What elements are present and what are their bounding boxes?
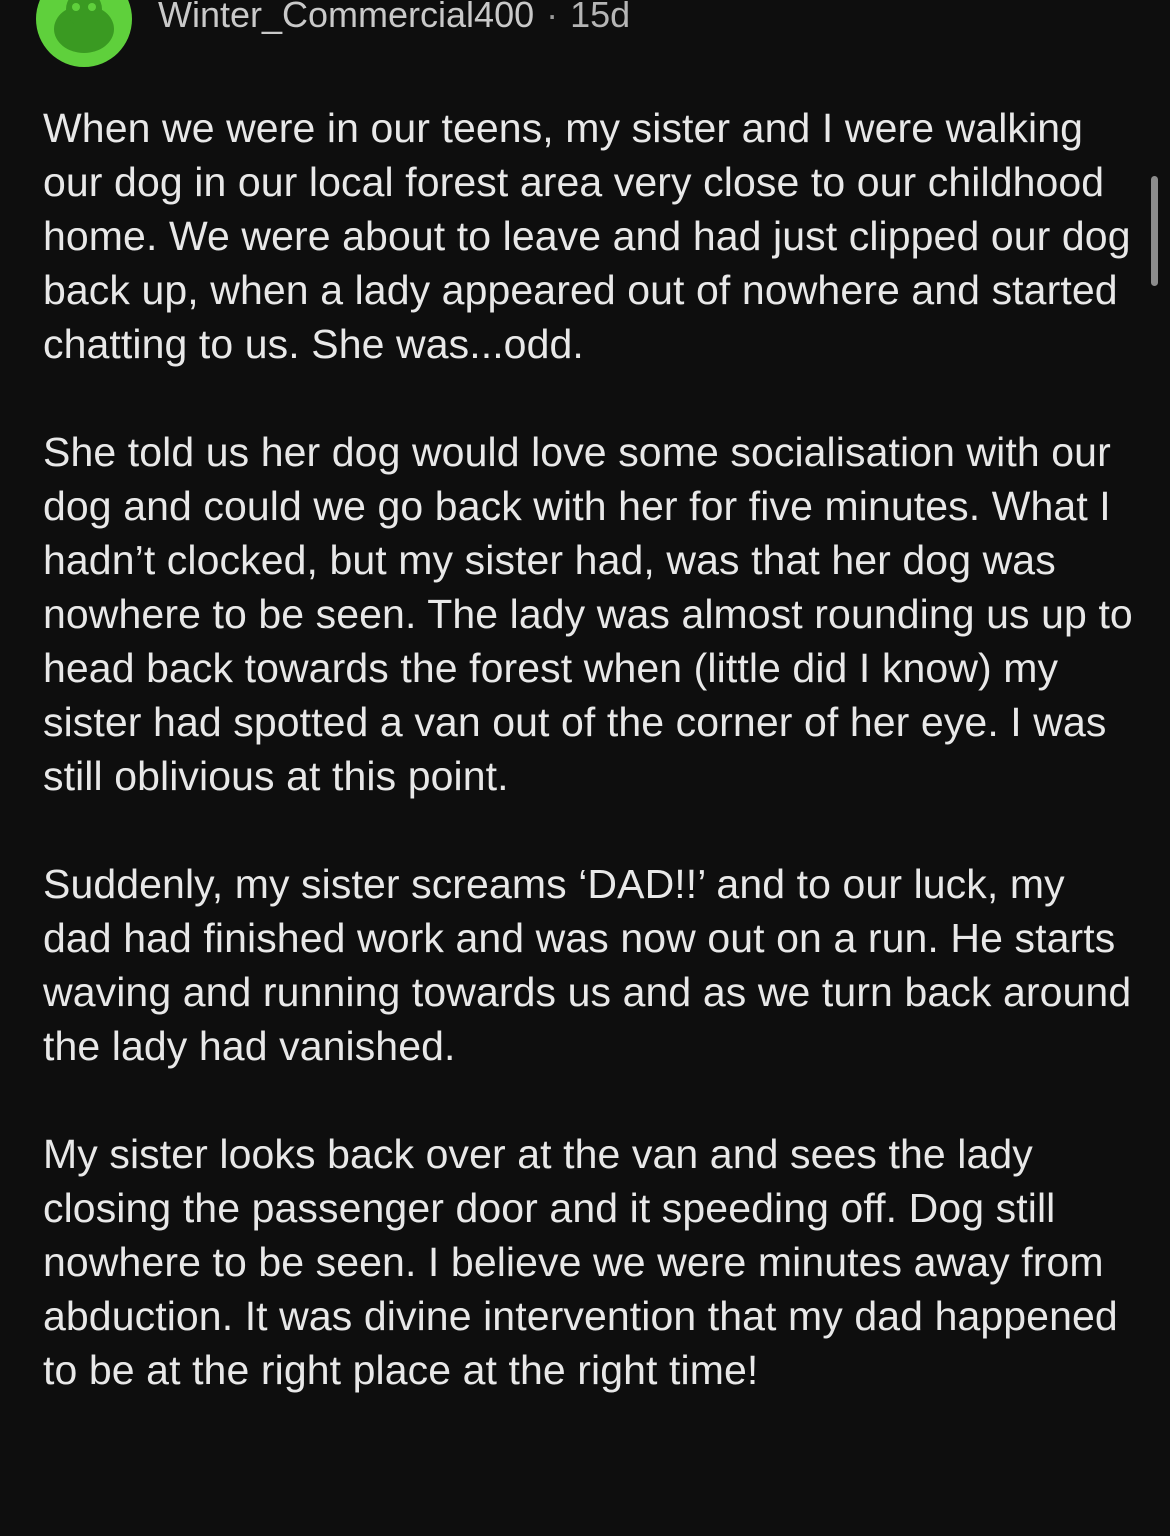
author-username[interactable]: Winter_Commercial400: [158, 0, 535, 35]
scrollbar[interactable]: [1151, 176, 1158, 286]
user-avatar[interactable]: [36, 0, 132, 67]
comment-paragraph: She told us her dog would love some socialisation with our dog and could we go back with her for five minutes. What I hadn’t clocked, but my sister had, was that her dog was nowhere to be seen. The lady was almost rounding us up to head back towards the forest when (little did I know) my sister had spotted a van out of the corner of her eye. I was still oblivious at this point.: [43, 429, 1133, 799]
comment-paragraph: Suddenly, my sister screams ‘DAD!!’ and to our luck, my dad had finished work and was now out on a run. He starts waving and running towards us and as we turn back around the lady had vanished.: [43, 861, 1132, 1069]
meta-separator: ·: [546, 0, 559, 35]
comment-age: 15d: [570, 0, 631, 35]
snoo-avatar-icon: [36, 0, 132, 67]
comment-paragraph: When we were in our teens, my sister and I were walking our dog in our local forest area very close to our childhood home. We were about to leave and had just clipped our dog back up, when a lady appeared out of nowhere and started chatting to us. She was...odd.: [43, 105, 1131, 367]
comment-meta: [158, 0, 630, 36]
comment-body: [43, 101, 1133, 1451]
comment-paragraph: My sister looks back over at the van and sees the lady closing the passenger door and it speeding off. Dog still nowhere to be seen. I believe we were minutes away from abduction. It was divine intervention that my dad happened to be at the right place at the right time!: [43, 1131, 1118, 1393]
comment-header: [36, 0, 630, 78]
